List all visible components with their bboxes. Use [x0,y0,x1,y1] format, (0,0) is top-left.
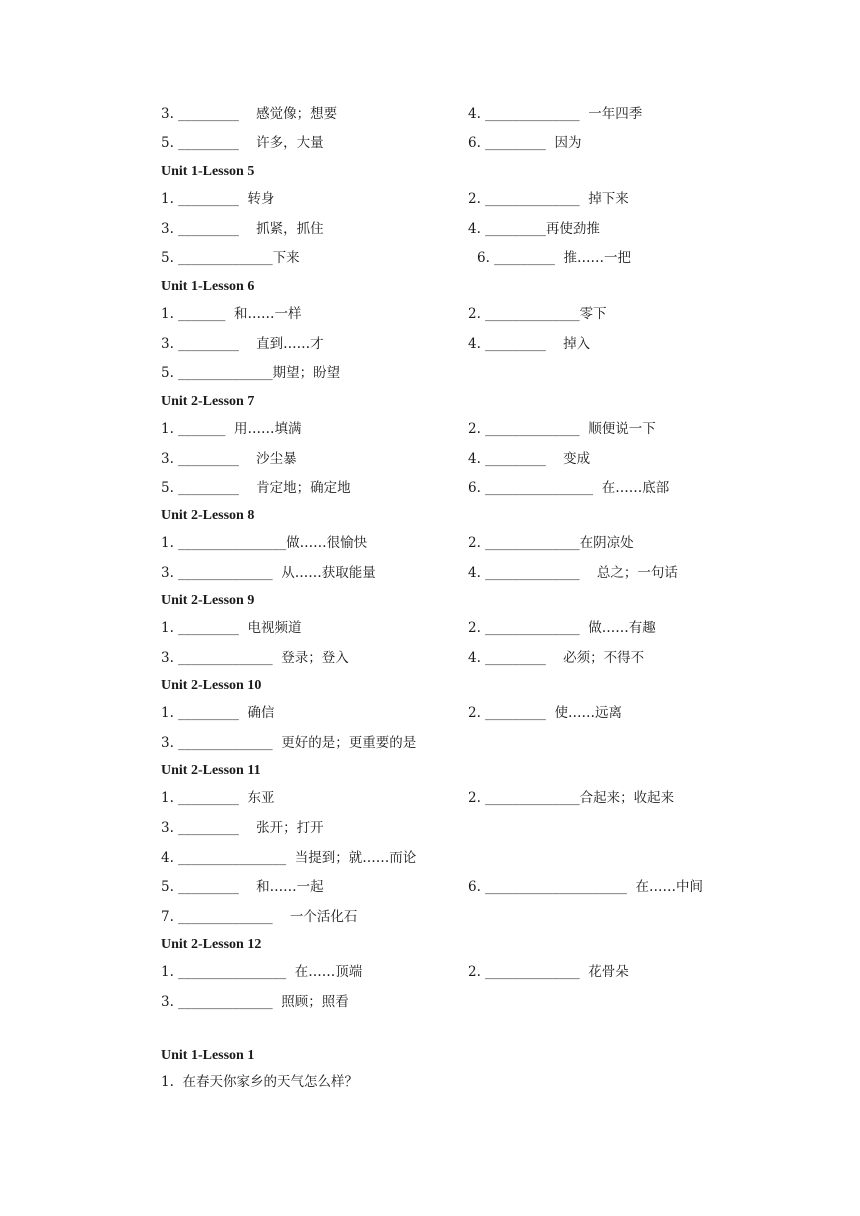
vocab-item: 3. ______________ 照顾；照看 [161,994,349,1010]
vocab-item: 3. ______________ 从……获取能量 [161,565,376,581]
vocab-item: 1. _______ 用……填满 [161,421,302,437]
vocab-item: 3. _________ 张开；打开 [161,820,324,836]
vocab-item: 2. ______________ 做……有趣 [468,620,656,636]
section-heading-unit2-lesson12: Unit 2-Lesson 12 [161,937,262,952]
vocab-item: 2. ______________ 掉下来 [468,191,629,207]
vocab-item: 5. _________ 和……一起 [161,879,324,895]
section-heading-unit2-lesson8: Unit 2-Lesson 8 [161,508,255,523]
vocab-item: 4. _________ 掉入 [468,336,591,352]
vocab-item: 5. _________ 肯定地；确定地 [161,480,351,496]
section-heading-unit1-lesson6: Unit 1-Lesson 6 [161,279,255,294]
vocab-item: 3. ______________ 登录；登入 [161,650,349,666]
section-heading-unit2-lesson9: Unit 2-Lesson 9 [161,593,255,608]
vocab-item: 5. ______________期望；盼望 [161,365,341,381]
vocab-item: 2. ______________合起来；收起来 [468,790,675,806]
vocab-item: 3. _________ 直到……才 [161,336,324,352]
vocab-item: 3. _________ 沙尘暴 [161,451,297,467]
section-heading-unit2-lesson10: Unit 2-Lesson 10 [161,678,262,693]
section-heading-unit2-lesson11: Unit 2-Lesson 11 [161,763,261,778]
vocab-item: 1. _________ 确信 [161,705,275,721]
vocab-item: 1. ________________ 在……顶端 [161,964,363,980]
vocab-item: 2. ______________ 花骨朵 [468,964,629,980]
vocab-item: 2. ______________ 顺便说一下 [468,421,656,437]
vocab-item: 4. _________ 必须；不得不 [468,650,645,666]
vocab-item: 2. ______________零下 [468,306,607,322]
vocab-item: 1. ________________做……很愉快 [161,535,368,551]
vocab-item: 4. ______________ 一年四季 [468,106,643,122]
vocab-item: 4. _________再使劲推 [468,221,600,237]
section-heading-unit1-lesson1: Unit 1-Lesson 1 [161,1048,255,1063]
vocab-item: 3. _________ 抓紧，抓住 [161,221,324,237]
vocab-item: 4. ________________ 当提到；就……而论 [161,850,417,866]
vocab-item: 5. ______________下来 [161,250,300,266]
section-heading-unit2-lesson7: Unit 2-Lesson 7 [161,394,255,409]
vocab-item: 7. ______________ 一个活化石 [161,909,358,925]
vocab-item: 4. ______________ 总之；一句话 [468,565,678,581]
vocab-item: 5. _________ 许多，大量 [161,135,324,151]
vocab-item: 1. _________ 东亚 [161,790,275,806]
vocab-item: 6. ________________ 在……底部 [468,480,670,496]
question-item: 1. 在春天你家乡的天气怎么样？ [161,1074,358,1090]
vocab-item: 2. _________ 使……远离 [468,705,623,721]
section-heading-unit1-lesson5: Unit 1-Lesson 5 [161,164,255,179]
vocab-item: 3. _________ 感觉像；想要 [161,106,338,122]
vocab-item: 6. _____________________ 在……中间 [468,879,704,895]
vocab-item: 1. _______ 和……一样 [161,306,302,322]
vocab-item: 2. ______________在阴凉处 [468,535,634,551]
vocab-item: 4. _________ 变成 [468,451,591,467]
vocab-item: 1. _________ 电视频道 [161,620,302,636]
vocab-item: 3. ______________ 更好的是；更重要的是 [161,735,417,751]
vocab-item: 6. _________ 推……一把 [477,250,632,266]
vocab-item: 6. _________ 因为 [468,135,582,151]
vocab-item: 1. _________ 转身 [161,191,275,207]
